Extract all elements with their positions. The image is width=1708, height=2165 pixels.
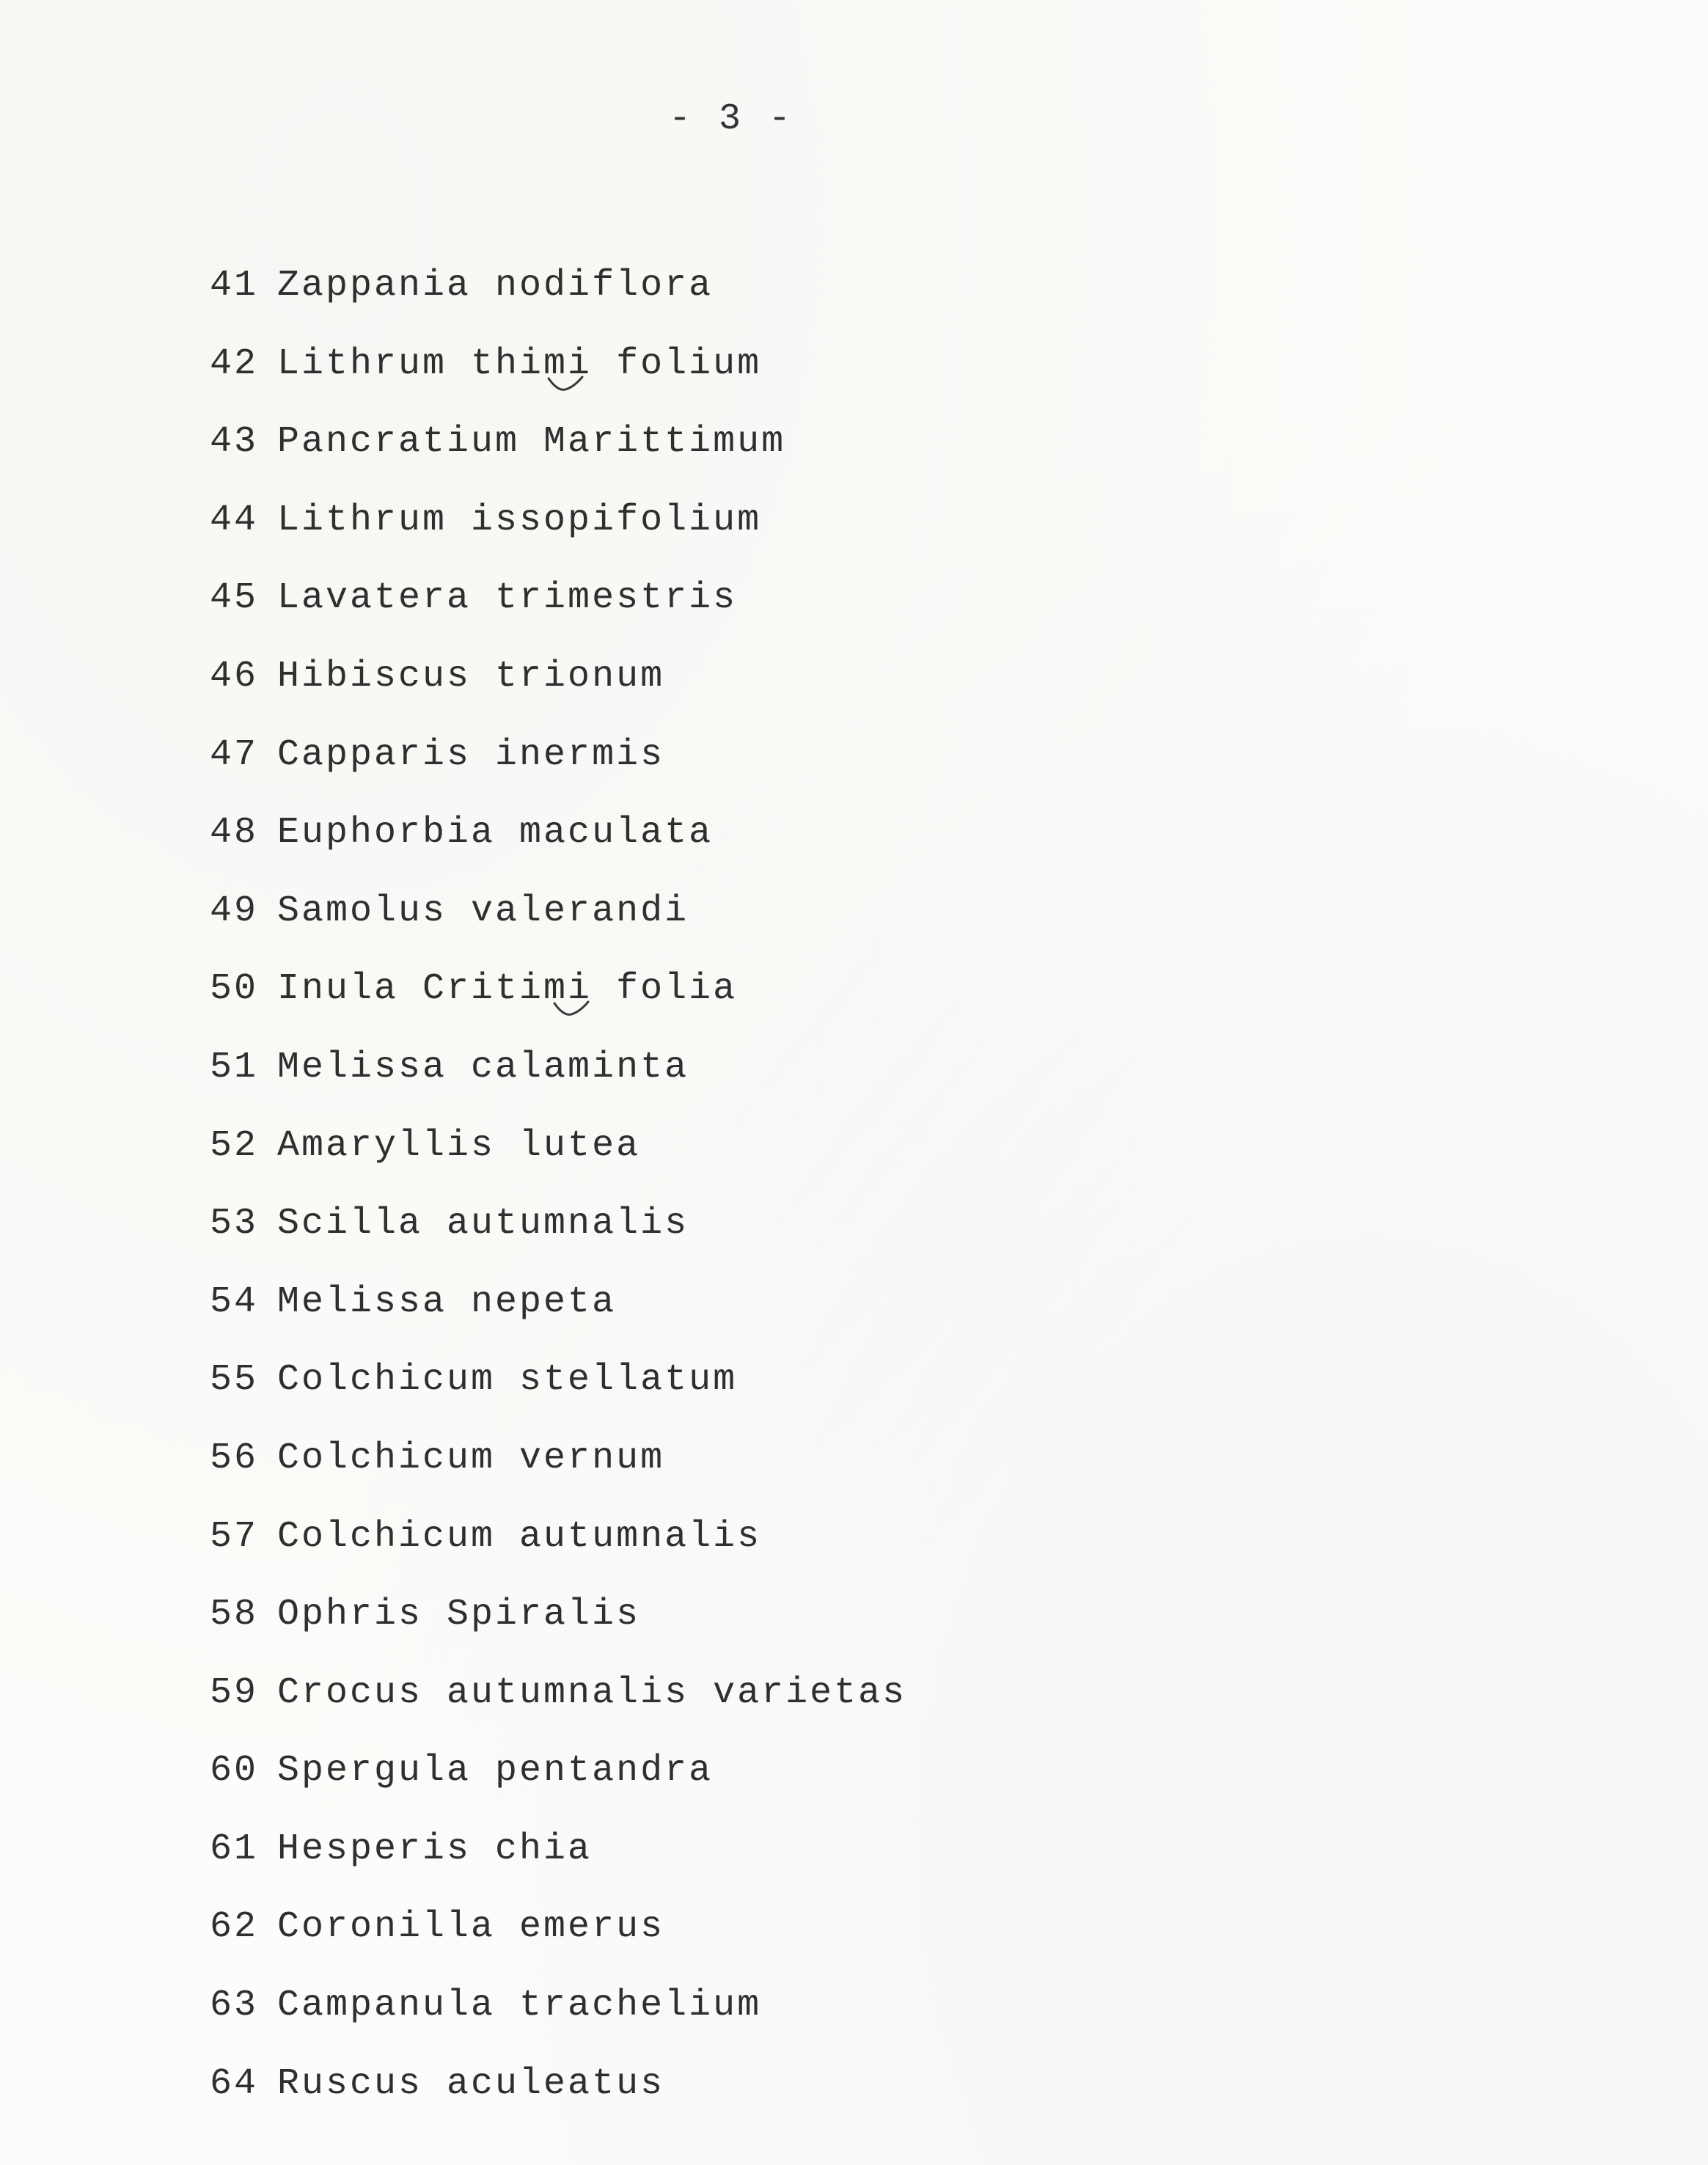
species-name: Coronilla emerus	[277, 1906, 665, 1949]
handwritten-join-mark-icon	[551, 999, 595, 1019]
list-item	[210, 1745, 906, 1824]
item-number: 53	[210, 1203, 259, 1245]
species-name: Ophris Spiralis	[277, 1594, 641, 1636]
species-name: Campanula trachelium	[277, 1985, 762, 2027]
item-number: 52	[210, 1124, 259, 1167]
item-number: 46	[210, 655, 259, 697]
list-item	[210, 730, 906, 808]
list-item	[210, 417, 906, 495]
species-name: Zappania nodiflora	[277, 265, 714, 307]
list-item	[210, 886, 906, 964]
list-item	[210, 339, 906, 417]
list-item	[210, 1902, 906, 1980]
species-name: Crocus autumnalis varietas	[277, 1671, 907, 1714]
item-number: 57	[210, 1515, 259, 1558]
item-number: 50	[210, 968, 259, 1011]
item-number: 51	[210, 1046, 259, 1088]
species-name: Inula Critimi folia	[277, 968, 738, 1011]
species-list	[210, 260, 906, 2136]
item-number: 58	[210, 1594, 259, 1636]
item-number: 49	[210, 890, 259, 932]
list-item	[210, 1355, 906, 1433]
species-name: Euphorbia maculata	[277, 812, 714, 854]
item-number: 47	[210, 733, 259, 776]
item-number: 62	[210, 1906, 259, 1949]
list-item	[210, 1824, 906, 1902]
species-name: Colchicum vernum	[277, 1437, 665, 1479]
item-number: 45	[210, 577, 259, 620]
item-number: 41	[210, 265, 259, 307]
species-name: Lithrum thimi folium	[277, 342, 762, 385]
list-item	[210, 260, 906, 339]
species-name: Pancratium Marittimum	[277, 421, 786, 464]
item-number: 59	[210, 1671, 259, 1714]
item-number: 60	[210, 1750, 259, 1792]
species-name: Melissa calaminta	[277, 1046, 689, 1088]
species-name: Lithrum issopifolium	[277, 499, 762, 541]
item-number: 56	[210, 1437, 259, 1479]
handwritten-join-mark-icon	[546, 374, 590, 395]
species-name: Capparis inermis	[277, 733, 665, 776]
list-item	[210, 964, 906, 1042]
list-item	[210, 1980, 906, 2059]
item-number: 43	[210, 421, 259, 464]
species-name: Lavatera trimestris	[277, 577, 738, 620]
species-name: Colchicum stellatum	[277, 1359, 738, 1402]
list-item	[210, 495, 906, 574]
species-name: Scilla autumnalis	[277, 1203, 689, 1245]
list-item	[210, 1589, 906, 1668]
list-item	[210, 1512, 906, 1590]
list-item	[210, 651, 906, 730]
page-number: - 3 -	[669, 98, 794, 140]
list-item	[210, 1277, 906, 1355]
species-name: Ruscus aculeatus	[277, 2062, 665, 2105]
list-item	[210, 807, 906, 886]
list-item	[210, 1668, 906, 1746]
item-number: 63	[210, 1985, 259, 2027]
list-item	[210, 2059, 906, 2137]
item-number: 55	[210, 1359, 259, 1402]
species-name: Hibiscus trionum	[277, 655, 665, 697]
list-item	[210, 1121, 906, 1199]
list-item	[210, 1433, 906, 1512]
species-name: Amaryllis lutea	[277, 1124, 641, 1167]
item-number: 54	[210, 1281, 259, 1323]
item-number: 64	[210, 2062, 259, 2105]
species-name: Colchicum autumnalis	[277, 1515, 762, 1558]
list-item	[210, 1042, 906, 1121]
species-name: Samolus valerandi	[277, 890, 689, 932]
list-item	[210, 1198, 906, 1277]
species-name: Melissa nepeta	[277, 1281, 617, 1323]
item-number: 42	[210, 342, 259, 385]
item-number: 61	[210, 1828, 259, 1870]
item-number: 48	[210, 812, 259, 854]
list-item	[210, 573, 906, 651]
species-name: Hesperis chia	[277, 1828, 593, 1870]
species-name: Spergula pentandra	[277, 1750, 714, 1792]
item-number: 44	[210, 499, 259, 541]
